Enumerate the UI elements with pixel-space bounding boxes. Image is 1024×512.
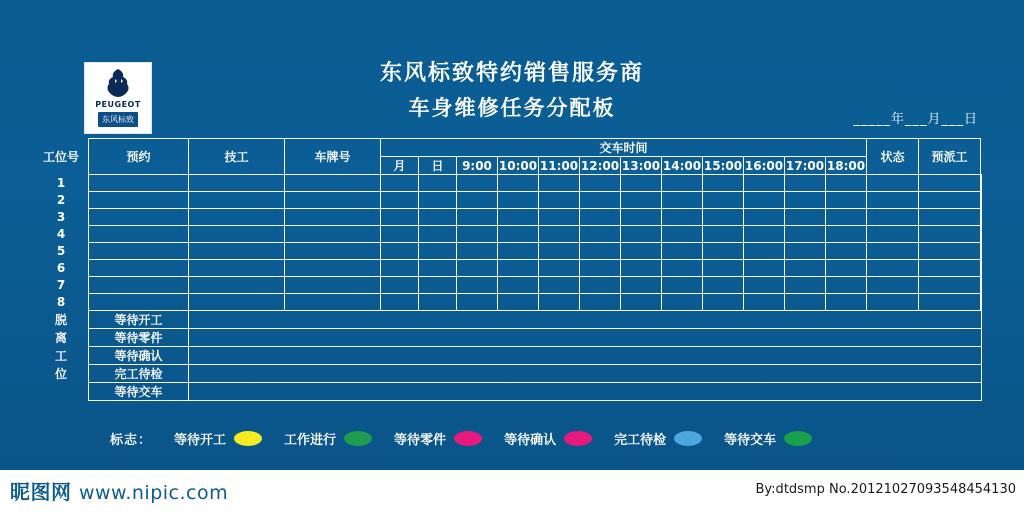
section-row[interactable] — [34, 347, 982, 365]
table-cell[interactable] — [744, 277, 785, 294]
table-cell[interactable] — [419, 294, 457, 311]
header-hour: 15:00 — [703, 158, 743, 173]
table-cell[interactable] — [89, 226, 189, 243]
table-cell[interactable] — [919, 277, 981, 294]
table-cell[interactable] — [826, 226, 867, 243]
table-cell[interactable] — [285, 175, 381, 192]
table-row[interactable] — [34, 260, 982, 277]
table-cell[interactable] — [621, 243, 662, 260]
row-number: 7 — [56, 278, 66, 292]
table-cell[interactable] — [419, 175, 457, 192]
table-row[interactable] — [34, 243, 982, 260]
site-url: www.nipic.com — [78, 482, 229, 504]
table-cell[interactable] — [867, 277, 919, 294]
table-cell[interactable] — [744, 192, 785, 209]
table-cell[interactable] — [703, 209, 744, 226]
table-cell[interactable] — [919, 243, 981, 260]
page-title-line1: 东风标致特约销售服务商 — [379, 61, 644, 86]
table-cell[interactable] — [826, 175, 867, 192]
table-cell[interactable] — [457, 226, 498, 243]
table-cell[interactable] — [189, 192, 285, 209]
table-cell[interactable] — [189, 226, 285, 243]
table-cell[interactable] — [981, 209, 982, 226]
row-number: 8 — [56, 295, 66, 309]
table-cell[interactable] — [621, 209, 662, 226]
table-cell[interactable] — [580, 175, 621, 192]
table-cell[interactable] — [867, 175, 919, 192]
table-cell[interactable] — [539, 277, 580, 294]
table-cell[interactable] — [189, 260, 285, 277]
table-cell[interactable] — [419, 260, 457, 277]
table-cell[interactable] — [621, 260, 662, 277]
table-cell[interactable] — [826, 243, 867, 260]
table-cell[interactable] — [785, 209, 826, 226]
table-cell[interactable] — [867, 209, 919, 226]
table-cell[interactable] — [703, 294, 744, 311]
table-cell[interactable] — [580, 260, 621, 277]
table-cell[interactable] — [457, 209, 498, 226]
table-cell[interactable] — [89, 175, 189, 192]
table-row[interactable] — [34, 175, 982, 192]
header-appointment: 预约 — [89, 139, 189, 175]
table-cell[interactable] — [785, 226, 826, 243]
header-hour: 14:00 — [662, 158, 702, 173]
table-cell[interactable] — [703, 175, 744, 192]
section-row[interactable] — [34, 383, 982, 401]
header-hour: 12:00 — [580, 158, 620, 173]
table-cell[interactable] — [662, 294, 703, 311]
legend-swatch — [344, 431, 372, 446]
table-row[interactable] — [34, 226, 982, 243]
header-station: 工位号 — [42, 150, 79, 164]
legend-swatch — [784, 431, 812, 446]
table-cell[interactable] — [457, 175, 498, 192]
table-cell[interactable] — [285, 294, 381, 311]
table-cell[interactable] — [539, 175, 580, 192]
table-cell[interactable] — [89, 294, 189, 311]
assignment-table — [34, 138, 982, 401]
section-cell[interactable] — [189, 347, 982, 365]
legend-item — [174, 429, 262, 448]
table-cell[interactable] — [285, 226, 381, 243]
section-cell[interactable] — [189, 383, 982, 401]
header-hour: 16:00 — [744, 158, 784, 173]
table-cell[interactable] — [981, 226, 982, 243]
table-cell[interactable] — [662, 243, 703, 260]
table-cell[interactable] — [919, 226, 981, 243]
logo-cn-text: 东风标致 — [98, 112, 138, 127]
table-cell[interactable] — [981, 294, 982, 311]
table-cell[interactable] — [457, 294, 498, 311]
table-cell[interactable] — [981, 260, 982, 277]
table-cell[interactable] — [457, 277, 498, 294]
legend-swatch — [564, 431, 592, 446]
table-cell[interactable] — [919, 260, 981, 277]
table-cell[interactable] — [785, 277, 826, 294]
table-cell[interactable] — [703, 277, 744, 294]
table-cell[interactable] — [381, 277, 419, 294]
table-cell[interactable] — [826, 294, 867, 311]
table-row[interactable] — [34, 209, 982, 226]
table-cell[interactable] — [498, 209, 539, 226]
table-cell[interactable] — [580, 226, 621, 243]
table-cell[interactable] — [919, 192, 981, 209]
table-cell[interactable] — [919, 175, 981, 192]
table-row[interactable] — [34, 277, 982, 294]
table-cell[interactable] — [981, 277, 982, 294]
legend-swatch — [674, 431, 702, 446]
table-cell[interactable] — [621, 294, 662, 311]
table-cell[interactable] — [539, 243, 580, 260]
legend-item — [724, 429, 812, 448]
table-cell[interactable] — [981, 243, 982, 260]
header-hour: 10:00 — [498, 158, 538, 173]
row-number: 6 — [56, 261, 66, 275]
section-label: 等待零件 — [89, 329, 189, 347]
legend-item — [284, 429, 372, 448]
header-hour: 18:00 — [826, 158, 866, 173]
table-cell[interactable] — [498, 277, 539, 294]
table-cell[interactable] — [285, 192, 381, 209]
section-side-label: 工 — [54, 349, 67, 363]
table-cell[interactable] — [785, 192, 826, 209]
legend-item-label: 等待零件 — [394, 432, 447, 448]
table-cell[interactable] — [867, 243, 919, 260]
row-number: 5 — [56, 244, 66, 258]
header-day: 日 — [419, 157, 457, 175]
table-cell[interactable] — [703, 260, 744, 277]
table-cell[interactable] — [419, 209, 457, 226]
section-side-label — [34, 383, 89, 401]
table-cell[interactable] — [744, 260, 785, 277]
legend-item-label: 等待交车 — [724, 432, 777, 448]
table-cell[interactable] — [419, 226, 457, 243]
header-plate: 车牌号 — [285, 139, 381, 175]
table-cell[interactable] — [89, 277, 189, 294]
table-cell[interactable] — [785, 243, 826, 260]
table-cell[interactable] — [580, 192, 621, 209]
table-cell[interactable] — [498, 260, 539, 277]
row-number: 4 — [56, 227, 66, 241]
table-cell[interactable] — [867, 192, 919, 209]
table-cell[interactable] — [189, 175, 285, 192]
table-cell[interactable] — [826, 277, 867, 294]
table-cell[interactable] — [285, 277, 381, 294]
table-cell[interactable] — [539, 294, 580, 311]
table-cell[interactable] — [89, 243, 189, 260]
section-cell[interactable] — [189, 365, 982, 383]
table-cell[interactable] — [981, 175, 982, 192]
logo-brand-text: PEUGEOT — [95, 100, 141, 109]
table-cell[interactable] — [867, 260, 919, 277]
table-cell[interactable] — [826, 209, 867, 226]
table-cell[interactable] — [867, 226, 919, 243]
legend-item — [614, 429, 702, 448]
table-cell[interactable] — [285, 260, 381, 277]
legend-swatch — [454, 431, 482, 446]
header-hour: 11:00 — [539, 158, 579, 173]
date-field: _____年___月___日 — [853, 112, 978, 127]
table-cell[interactable] — [744, 226, 785, 243]
legend-item-label: 等待确认 — [504, 432, 557, 448]
header-delivery-time: 交车时间 — [381, 139, 867, 157]
table-cell[interactable] — [419, 192, 457, 209]
table-cell[interactable] — [381, 175, 419, 192]
table-cell[interactable] — [498, 175, 539, 192]
table-cell[interactable] — [457, 243, 498, 260]
table-cell[interactable] — [498, 243, 539, 260]
legend-item-label: 完工待检 — [614, 432, 667, 448]
legend-item-label: 工作进行 — [284, 432, 337, 448]
table-cell[interactable] — [826, 192, 867, 209]
header-hour: 17:00 — [785, 158, 825, 173]
table-cell[interactable] — [285, 243, 381, 260]
section-side-label: 脱 — [54, 313, 67, 327]
legend-item — [504, 429, 592, 448]
table-cell[interactable] — [457, 192, 498, 209]
table-cell[interactable] — [457, 260, 498, 277]
table-cell[interactable] — [381, 209, 419, 226]
table-cell[interactable] — [621, 226, 662, 243]
table-cell[interactable] — [662, 277, 703, 294]
legend-item-label: 等待开工 — [174, 432, 227, 448]
table-cell[interactable] — [419, 243, 457, 260]
table-cell[interactable] — [539, 192, 580, 209]
table-cell[interactable] — [703, 243, 744, 260]
table-cell[interactable] — [89, 192, 189, 209]
table-cell[interactable] — [785, 175, 826, 192]
section-label: 完工待检 — [89, 365, 189, 383]
table-cell[interactable] — [539, 226, 580, 243]
table-cell[interactable] — [621, 277, 662, 294]
legend-item — [394, 429, 482, 448]
section-row[interactable] — [34, 365, 982, 383]
table-cell[interactable] — [419, 277, 457, 294]
header-assigned: 预派工 — [919, 139, 981, 175]
header-hour: 9:00 — [457, 157, 498, 175]
credit-text: By:dtdsmp No.20121027093548454130 — [755, 482, 1016, 497]
table-cell[interactable] — [189, 209, 285, 226]
table-cell[interactable] — [580, 209, 621, 226]
table-row[interactable] — [34, 294, 982, 311]
header-technician: 技工 — [189, 139, 285, 175]
table-cell[interactable] — [662, 226, 703, 243]
footer-bar — [0, 470, 1024, 512]
table-cell[interactable] — [744, 209, 785, 226]
section-side-label: 离 — [54, 331, 67, 345]
header-hour: 13:00 — [621, 158, 661, 173]
table-cell[interactable] — [285, 209, 381, 226]
row-number: 3 — [56, 210, 66, 224]
section-label: 等待确认 — [89, 347, 189, 365]
table-cell[interactable] — [785, 294, 826, 311]
table-cell[interactable] — [662, 175, 703, 192]
table-cell[interactable] — [580, 277, 621, 294]
table-cell[interactable] — [744, 175, 785, 192]
table-cell[interactable] — [744, 294, 785, 311]
table-cell[interactable] — [89, 209, 189, 226]
section-row[interactable] — [34, 329, 982, 347]
table-cell[interactable] — [539, 209, 580, 226]
row-number: 2 — [56, 193, 66, 207]
table-cell[interactable] — [189, 243, 285, 260]
section-row[interactable] — [34, 311, 982, 329]
table-cell[interactable] — [189, 294, 285, 311]
header-month: 月 — [381, 157, 419, 175]
watermark — [10, 476, 228, 505]
table-cell[interactable] — [381, 260, 419, 277]
table-cell[interactable] — [621, 192, 662, 209]
section-label: 等待交车 — [89, 383, 189, 401]
table-cell[interactable] — [662, 192, 703, 209]
header-status: 状态 — [867, 139, 919, 175]
table-cell[interactable] — [621, 175, 662, 192]
row-number: 1 — [56, 176, 66, 190]
table-cell[interactable] — [89, 260, 189, 277]
table-cell[interactable] — [498, 294, 539, 311]
section-label: 等待开工 — [89, 311, 189, 329]
table-cell[interactable] — [662, 209, 703, 226]
table-cell[interactable] — [867, 294, 919, 311]
section-cell[interactable] — [189, 311, 982, 329]
table-cell[interactable] — [919, 209, 981, 226]
legend-label: 标志： — [110, 432, 153, 448]
table-cell[interactable] — [381, 243, 419, 260]
table-cell[interactable] — [703, 226, 744, 243]
section-cell[interactable] — [189, 329, 982, 347]
legend — [0, 424, 1024, 452]
table-cell[interactable] — [580, 243, 621, 260]
table-cell[interactable] — [826, 260, 867, 277]
site-name: 昵图网 — [10, 480, 72, 504]
table-cell[interactable] — [498, 226, 539, 243]
table-cell[interactable] — [981, 192, 982, 209]
table-cell[interactable] — [381, 226, 419, 243]
table-cell[interactable] — [539, 260, 580, 277]
table-cell[interactable] — [785, 260, 826, 277]
section-side-label: 位 — [54, 367, 67, 381]
table-cell[interactable] — [189, 277, 285, 294]
legend-swatch — [234, 431, 262, 446]
table-cell[interactable] — [662, 260, 703, 277]
table-cell[interactable] — [498, 192, 539, 209]
table-header-row — [34, 139, 982, 157]
table-cell[interactable] — [703, 192, 744, 209]
table-cell[interactable] — [381, 192, 419, 209]
table-row[interactable] — [34, 192, 982, 209]
table-cell[interactable] — [580, 294, 621, 311]
table-cell[interactable] — [381, 294, 419, 311]
table-cell[interactable] — [744, 243, 785, 260]
page-title-line2: 车身维修任务分配板 — [408, 96, 616, 120]
table-cell[interactable] — [919, 294, 981, 311]
